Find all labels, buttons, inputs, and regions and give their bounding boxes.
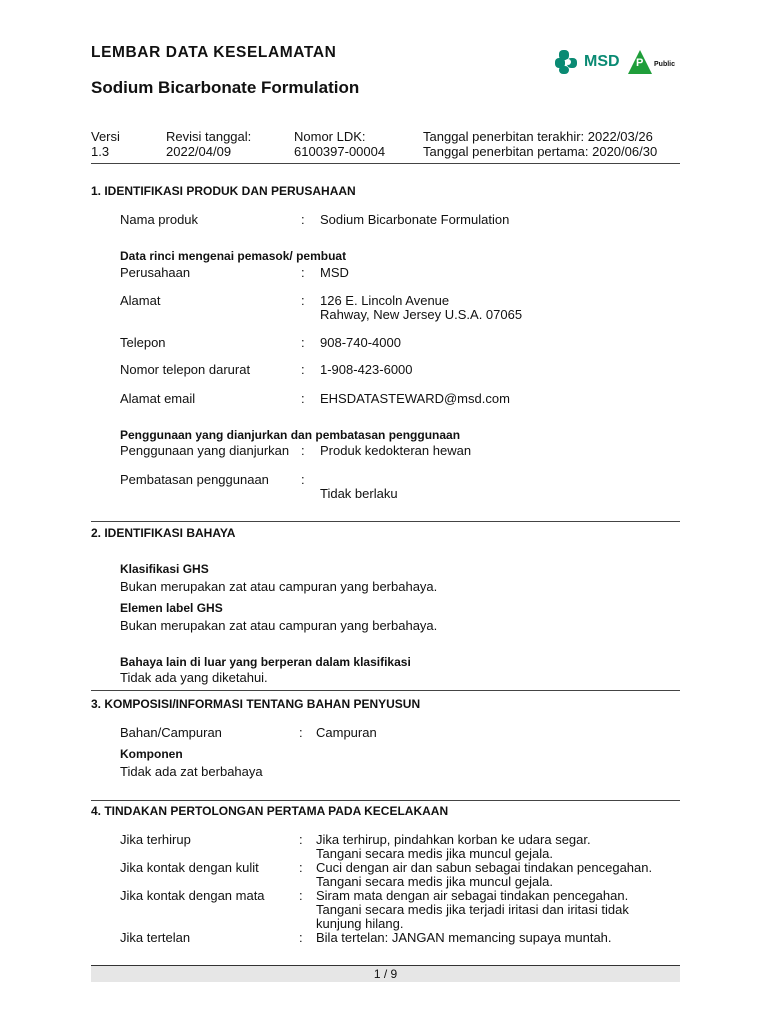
restrictions-value: Tidak berlaku [320, 486, 398, 501]
ghs-classification-text: Bukan merupakan zat atau campuran yang berbahaya. [120, 579, 438, 594]
skin-contact-line-1: Cuci dengan air dan sabun sebagai tindakan pencegahan. [316, 860, 653, 875]
colon: : [299, 832, 303, 847]
last-issue-date: Tanggal penerbitan terakhir: 2022/03/26 [423, 129, 653, 144]
substance-mixture-label: Bahan/Campuran [120, 725, 222, 740]
company-label: Perusahaan [120, 265, 191, 280]
public-badge-letter: P [636, 57, 644, 69]
colon: : [299, 725, 303, 740]
colon: : [299, 888, 303, 903]
substance-mixture-value: Campuran [316, 725, 377, 740]
product-title: Sodium Bicarbonate Formulation [91, 78, 360, 97]
emergency-phone-value: 1-908-423-6000 [320, 362, 413, 377]
first-issue-date: Tanggal penerbitan pertama: 2020/06/30 [423, 144, 658, 159]
emergency-phone-label: Nomor telepon darurat [120, 362, 251, 377]
components-text: Tidak ada zat berbahaya [120, 764, 263, 779]
email-value: EHSDATASTEWARD@msd.com [320, 391, 510, 406]
colon: : [301, 391, 305, 406]
version-label: Versi [91, 129, 120, 144]
address-line-2: Rahway, New Jersey U.S.A. 07065 [320, 307, 523, 322]
colon: : [299, 860, 303, 875]
msd-logo-text: MSD [584, 53, 620, 70]
section-2-title: 2. IDENTIFIKASI BAHAYA [91, 526, 236, 540]
colon: : [301, 265, 305, 280]
recommended-use-label: Penggunaan yang dianjurkan [120, 443, 290, 458]
skin-contact-line-2: Tangani secara medis jika muncul gejala. [316, 874, 554, 889]
revision-value: 2022/04/09 [166, 144, 232, 159]
supplier-heading: Data rinci mengenai pemasok/ pembuat [120, 249, 347, 263]
product-name-value: Sodium Bicarbonate Formulation [320, 212, 510, 227]
section-1-title: 1. IDENTIFIKASI PRODUK DAN PERUSAHAAN [91, 184, 356, 198]
section-divider [91, 521, 680, 522]
public-label: Public [654, 61, 676, 68]
if-inhaled-label: Jika terhirup [120, 832, 191, 847]
msd-logo [555, 49, 625, 75]
phone-label: Telepon [120, 335, 166, 350]
recommended-use-value: Produk kedokteran hewan [320, 443, 472, 458]
address-label: Alamat [120, 293, 161, 308]
section-3-title: 3. KOMPOSISI/INFORMASI TENTANG BAHAN PENYUSUN [91, 697, 421, 711]
footer-bar [91, 966, 680, 982]
section-4-title: 4. TINDAKAN PERTOLONGAN PERTAMA PADA KECELAKAAN [91, 804, 449, 818]
if-swallowed-line-1: Bila tertelan: JANGAN memancing supaya muntah. [316, 930, 612, 945]
colon: : [301, 335, 305, 350]
eye-contact-line-1: Siram mata dengan air sebagai tindakan pencegahan. [316, 888, 629, 903]
public-classification-badge [627, 49, 687, 77]
section-divider [91, 800, 680, 801]
document-type-title: LEMBAR DATA KESELAMATAN [91, 44, 337, 61]
section-divider [91, 690, 680, 691]
other-hazards-text: Tidak ada yang diketahui. [120, 670, 268, 685]
colon: : [299, 930, 303, 945]
if-swallowed-label: Jika tertelan [120, 930, 191, 945]
address-line-1: 126 E. Lincoln Avenue [320, 293, 450, 308]
version-value: 1.3 [91, 144, 110, 159]
other-hazards-heading: Bahaya lain di luar yang berperan dalam klasifikasi [120, 655, 411, 669]
company-value: MSD [320, 265, 349, 280]
colon: : [301, 362, 305, 377]
ldk-label: Nomor LDK: [294, 129, 366, 144]
eye-contact-line-3: kunjung hilang. [316, 916, 404, 931]
ghs-label-heading: Elemen label GHS [120, 601, 223, 615]
if-inhaled-line-2: Tangani secara medis jika muncul gejala. [316, 846, 554, 861]
ghs-classification-heading: Klasifikasi GHS [120, 562, 209, 576]
components-heading: Komponen [120, 747, 183, 761]
colon: : [301, 293, 305, 308]
colon: : [301, 443, 305, 458]
eye-contact-line-2: Tangani secara medis jika terjadi iritasi dan iritasi tidak [316, 902, 629, 917]
phone-value: 908-740-4000 [320, 335, 401, 350]
eye-contact-label: Jika kontak dengan mata [120, 888, 265, 903]
colon: : [301, 472, 305, 487]
ghs-label-text: Bukan merupakan zat atau campuran yang berbahaya. [120, 618, 438, 633]
skin-contact-label: Jika kontak dengan kulit [120, 860, 259, 875]
revision-label: Revisi tanggal: [166, 129, 252, 144]
restrictions-label: Pembatasan penggunaan [120, 472, 269, 487]
email-label: Alamat email [120, 391, 196, 406]
if-inhaled-line-1: Jika terhirup, pindahkan korban ke udara segar. [316, 832, 591, 847]
use-heading: Penggunaan yang dianjurkan dan pembatasan penggunaan [120, 428, 461, 442]
header-divider [91, 163, 680, 164]
ldk-value: 6100397-00004 [294, 144, 386, 159]
colon: : [301, 212, 305, 227]
product-name-label: Nama produk [120, 212, 199, 227]
page-number: 1 / 9 [373, 967, 398, 981]
